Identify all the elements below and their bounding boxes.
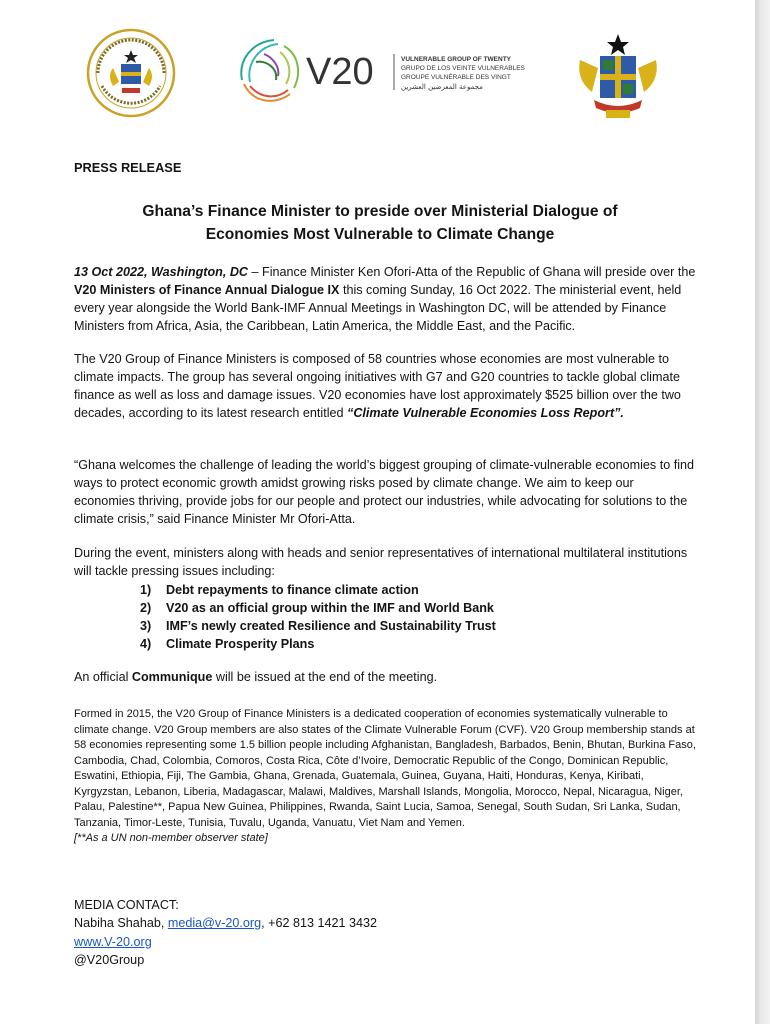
dateline: 13 Oct 2022, Washington, DC: [74, 265, 249, 279]
media-contact: [74, 896, 377, 969]
list-item-number: 2): [140, 601, 152, 615]
list-item: [140, 599, 496, 617]
website-link[interactable]: www.V-20.org: [74, 934, 152, 949]
ghana-coat-of-arms-logo: [574, 30, 662, 120]
list-item: [140, 617, 496, 635]
v20-name-fr: GROUPE VULNÉRABLE DES VINGT: [401, 74, 511, 81]
list-item: [140, 581, 496, 599]
list-item-text: Debt repayments to finance climate action: [166, 583, 419, 597]
communique-word: Communique: [131, 670, 213, 684]
headline: [74, 200, 686, 246]
v20-logo: [234, 32, 534, 108]
issues-list: [140, 581, 496, 653]
about-v20-text: Formed in 2015, the V20 Group of Finance Ministers is a dedicated cooperation of economies systematically vulnerable to climate change. V20 Group members are also states of the Climate Vulnerable Forum (CVF). V20 Group membership stands at 58 economies representing some 1.5 billion people including Afghanistan, Bangladesh, Barbados, Benin, Bhutan, Burkina Faso, Cambodia, Chad, Colombia, Comoros, Costa Rica, Côte d’Ivoire, Democratic Republic of the Congo, Dominican Republic, Eswatini, Ethiopia, Fiji, The Gambia, Ghana, Grenada, Guatemala, Guinea, Guyana, Haiti, Honduras, Kenya, Kiribati, Kyrgyzstan, Lebanon, Liberia, Madagascar, Malawi, Maldives, Marshall Islands, Mongolia, Morocco, Nepal, Nicaragua, Niger, Palau, Palestine**, Papua New Guinea, Philippines, Rwanda, Saint Lucia, Samoa, Senegal, South Sudan, Sri Lanka, Sudan, Tanzania, Timor-Leste, Tunisia, Tuvalu, Uganda, Vanuatu, Viet Nam and Yemen.: [74, 708, 696, 829]
communique-paragraph: [74, 668, 698, 686]
v20-group-text: The V20 Group of Finance Ministers is composed of 58 countries whose economies are most vulnerable to climate impacts. The group has several ongoing initiatives with G7 and G20 countries to tackle global climate finance as well as loss and damage issues. V20 economies have lost approximately $525 billion over the two decades, according to its latest research entitled: [74, 352, 681, 420]
lead-text-a: Finance Minister Ken Ofori-Atta of the Republic of Ghana will preside over the: [262, 265, 696, 279]
page-edge: [755, 0, 770, 1024]
event-paragraph: During the event, ministers along with heads and senior representatives of international multilateral institutions will tackle pressing issues including:: [74, 546, 688, 578]
quote-paragraph: “Ghana welcomes the challenge of leading the world’s biggest grouping of climate-vulnerable economies to find ways to protect economic growth amidst growing risks posed by climate change. We aim to keep our economies thriving, provide jobs for our people and protect our industries, while advocating for solutions to the climate crisis,” said Finance Minister Mr Ofori-Atta.: [74, 458, 695, 526]
report-title: “Climate Vulnerable Economies Loss Report”.: [347, 406, 624, 420]
social-handle: @V20Group: [74, 952, 145, 967]
press-release-label: PRESS RELEASE: [74, 160, 182, 175]
lead-text-b: this coming Sunday, 16 Oct 2022. The ministerial event, held every year alongside the World Bank-IMF Annual Meetings in Washington DC, will be attended by Finance Ministers from Africa, Asia, the Caribbean, Latin America, the Middle East, and the Pacific.: [74, 283, 682, 333]
footnote: [**As a UN non-member observer state]: [74, 832, 268, 844]
contact-name: Nabiha Shahab,: [74, 916, 168, 931]
list-item-text: IMF’s newly created Resilience and Sustainability Trust: [166, 619, 496, 633]
list-item-text: V20 as an official group within the IMF and World Bank: [166, 601, 494, 615]
v20-wordmark: V20: [306, 51, 374, 93]
list-item-text: Climate Prosperity Plans: [166, 637, 315, 651]
headline-line-2: Economies Most Vulnerable to Climate Change: [205, 226, 555, 243]
list-item-number: 1): [140, 583, 152, 597]
v20-name-es: GRUPO DE LOS VEINTE VULNERABLES: [401, 65, 525, 72]
media-contact-line: [74, 914, 377, 932]
contact-email-link[interactable]: media@v-20.org: [167, 916, 262, 931]
communique-after: will be issued at the end of the meeting.: [212, 670, 438, 684]
communique-before: An official: [74, 670, 132, 684]
list-item-number: 4): [140, 637, 152, 651]
media-contact-heading: MEDIA CONTACT:: [74, 898, 179, 912]
about-v20-section: [74, 707, 698, 847]
v20-group-paragraph: [74, 350, 698, 422]
v20-name-en: VULNERABLE GROUP OF TWENTY: [401, 56, 512, 63]
headline-line-1: Ghana’s Finance Minister to preside over Ministerial Dialogue of: [142, 203, 618, 220]
contact-phone: , +62 813 1421 3432: [261, 916, 378, 931]
ghana-presidency-seal-logo: [86, 28, 176, 118]
event-name: V20 Ministers of Finance Annual Dialogue IX: [74, 283, 340, 297]
list-item-number: 3): [140, 619, 152, 633]
list-item: [140, 635, 496, 653]
dateline-dash: –: [248, 265, 263, 279]
lead-paragraph: [74, 263, 698, 335]
v20-name-ar: مجموعة المعرضين العشرين: [401, 83, 483, 91]
